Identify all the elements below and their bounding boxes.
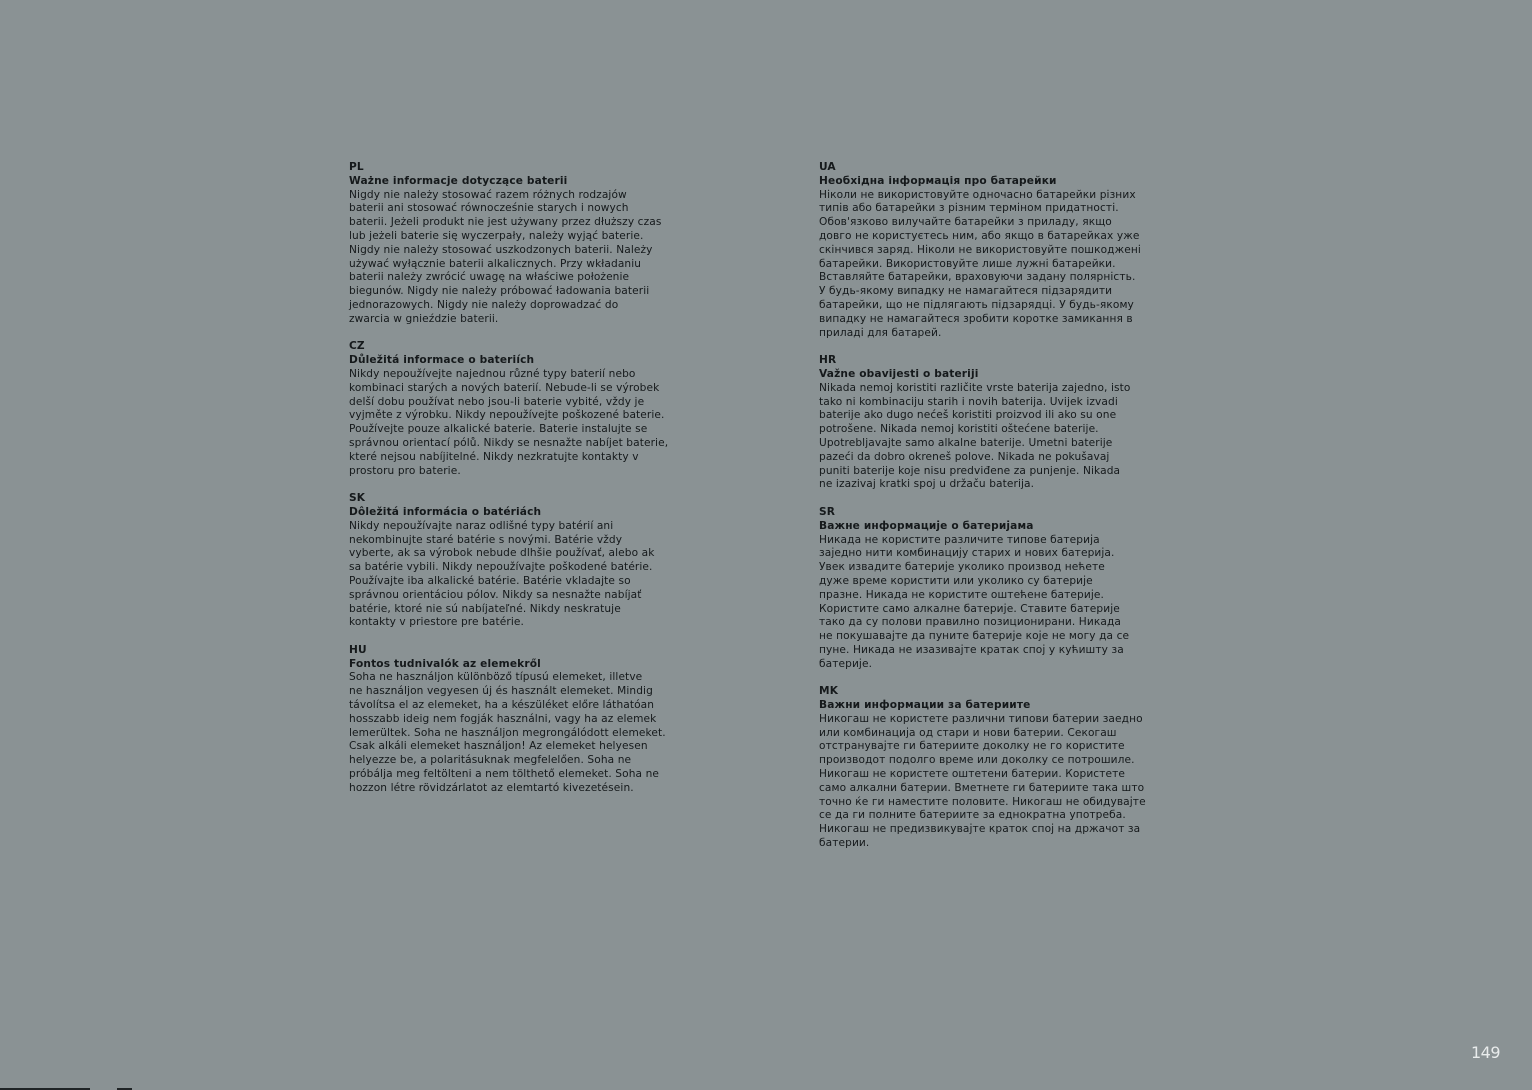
body-line: производот подолго време или доколку се потрошиле. <box>819 754 1135 767</box>
language-code: CZ <box>349 340 365 353</box>
body-line: baterii ani stosować równocześnie starych i nowych <box>349 202 629 215</box>
body-line: lemerültek. Soha ne használjon megrongálódott elemeket. <box>349 726 666 739</box>
body-line: Nigdy nie należy stosować uszkodzonych baterii. Należy <box>349 243 653 256</box>
body-line: távolítsa el az elemeket, ha a készüléket előre láthatóan <box>349 699 655 712</box>
body-line: Upotrebljavajte samo alkalne baterije. Umetni baterije <box>819 436 1113 449</box>
body-line: скінчився заряд. Ніколи не використовуйте пошкоджені <box>819 243 1141 256</box>
right-column <box>819 161 1164 865</box>
body-line: Никогаш не користете различни типови батерии заедно <box>819 712 1143 725</box>
body-line: Csak alkáli elemeket használjon! Az elemeket helyesen <box>349 740 648 753</box>
section-heading: Важни информации за батериите <box>819 699 1031 712</box>
body-line: vyjměte z výrobku. Nikdy nepoužívejte poškozené baterie. <box>349 409 665 422</box>
body-line: Používajte iba alkalické batérie. Batérie vkladajte so <box>349 574 631 587</box>
section-body <box>349 368 694 478</box>
body-line: випадку не намагайтеся зробити коротке замикання в <box>819 312 1133 325</box>
body-line: Nikdy nepoužívajte naraz odlišné typy batérií ani <box>349 519 614 532</box>
section-body <box>819 713 1164 851</box>
language-code: HR <box>819 354 837 367</box>
section-cz <box>349 340 694 478</box>
body-line: kontakty v priestore pre batérie. <box>349 616 524 629</box>
body-line: batérie, ktoré nie sú nabíjateľné. Nikdy neskratuje <box>349 602 621 615</box>
body-line: точно ќе ги наместите половите. Никогаш не обидувајте <box>819 795 1146 808</box>
section-heading: Važne obavijesti o bateriji <box>819 367 979 380</box>
section-hu <box>349 644 694 796</box>
body-line: nekombinujte staré batérie s novými. Batérie vždy <box>349 533 623 546</box>
section-body <box>819 189 1164 341</box>
body-line: ne izazivaj kratki spoj u držaču baterija. <box>819 478 1035 491</box>
section-heading: Fontos tudnivalók az elemekről <box>349 657 541 670</box>
body-line: zwarcia w gnieździe baterii. <box>349 312 499 325</box>
language-code: PL <box>349 161 364 173</box>
body-line: батерии. <box>819 837 870 850</box>
body-line: отстранувајте ги батериите доколку не го користите <box>819 740 1125 753</box>
language-code: HU <box>349 643 367 656</box>
section-sr <box>819 506 1164 672</box>
section-heading: Необхідна інформація про батарейки <box>819 174 1057 187</box>
body-line: baterije ako dugo nećeš koristiti proizvod ili ako su one <box>819 409 1117 422</box>
body-line: не покушавајте да пуните батерије које не могу да се <box>819 630 1130 643</box>
body-line: Nikada nemoj koristiti različite vrste baterija zajedno, isto <box>819 381 1131 394</box>
body-line: Никада не користите различите типове батерија <box>819 533 1100 546</box>
body-line: довго не користуєтесь ним, або якщо в батарейках уже <box>819 229 1140 242</box>
section-body <box>349 189 694 327</box>
body-line: pazeći da dobro okreneš polove. Nikada ne pokušavaj <box>819 450 1110 463</box>
body-line: lub jeżeli baterie się wyczerpały, należy wyjąć baterie. <box>349 229 644 242</box>
section-ua <box>819 161 1164 340</box>
language-code: MK <box>819 685 839 698</box>
section-body <box>349 520 694 630</box>
section-heading: Ważne informacje dotyczące baterii <box>349 174 568 187</box>
body-line: се да ги полните батериите за еднократна употреба. <box>819 809 1126 822</box>
body-line: delší dobu používat nebo jsou-li baterie vybité, vždy je <box>349 395 645 408</box>
body-line: biegunów. Nigdy nie należy próbować ładowania baterii <box>349 285 650 298</box>
left-column <box>349 161 694 809</box>
body-line: správnou orientací pólů. Nikdy se nesnažte nabíjet baterie, <box>349 436 669 449</box>
language-code: SR <box>819 505 836 518</box>
language-code: SK <box>349 492 366 505</box>
body-line: tako ni kombinaciju starih i novih baterija. Uvijek izvadi <box>819 395 1118 408</box>
body-line: дуже време користити или уколико су батерије <box>819 574 1093 587</box>
section-body <box>819 534 1164 672</box>
body-line: jednorazowych. Nigdy nie należy doprowadzać do <box>349 298 619 311</box>
body-line: vyberte, ak sa výrobok nebude dlhšie používať, alebo ak <box>349 547 655 560</box>
body-line: Увек извадите батерије уколико производ нећете <box>819 561 1105 574</box>
body-line: Nigdy nie należy stosować razem różnych rodzajów <box>349 188 627 201</box>
body-line: helyezze be, a polaritásuknak megfelelően. Soha ne <box>349 754 632 767</box>
body-line: заједно нити комбинацију старих и нових батерија. <box>819 547 1115 560</box>
body-line: батарейки. Використовуйте лише лужні батарейки. <box>819 257 1116 270</box>
body-line: baterii należy zwrócić uwagę na właściwe położenie <box>349 271 630 284</box>
body-line: které nejsou nabíjitelné. Nikdy nezkratujte kontakty v <box>349 450 639 463</box>
body-line: батарейки, що не підлягають підзарядці. У будь-якому <box>819 298 1134 311</box>
language-code: UA <box>819 161 836 173</box>
body-line: или комбинација од стари и нови батерии. Секогаш <box>819 726 1117 739</box>
section-sk <box>349 492 694 630</box>
body-line: Користите само алкалне батерије. Ставите батерије <box>819 602 1120 615</box>
body-line: potrošene. Nikada nemoj koristiti oštećene baterije. <box>819 423 1099 436</box>
body-line: sa batérie vybili. Nikdy nepoužívajte poškodené batérie. <box>349 561 653 574</box>
body-line: Ніколи не використовуйте одночасно батарейки різних <box>819 188 1136 201</box>
section-hr <box>819 354 1164 492</box>
section-pl <box>349 161 694 327</box>
body-line: Používejte pouze alkalické baterie. Baterie instalujte se <box>349 423 648 436</box>
section-body <box>349 671 694 795</box>
body-line: hosszabb ideig nem fogják használni, vagy ha az elemek <box>349 712 657 725</box>
body-line: kombinaci starých a nových baterií. Nebude-li se výrobek <box>349 381 660 394</box>
body-line: Вставляйте батарейки, враховуючи задану полярність. <box>819 271 1136 284</box>
body-line: prostoru pro baterie. <box>349 464 461 477</box>
section-body <box>819 382 1164 492</box>
body-line: Soha ne használjon különböző típusú elemeket, illetve <box>349 671 643 684</box>
body-line: Никогаш не користете оштетени батерии. Користете <box>819 768 1126 781</box>
body-line: батерије. <box>819 657 873 670</box>
body-line: типів або батарейки з різним терміном придатності. <box>819 202 1119 215</box>
body-line: У будь-якому випадку не намагайтеся підзарядити <box>819 285 1113 298</box>
section-heading: Důležitá informace o bateriích <box>349 354 535 367</box>
page-number: 149 <box>1470 1043 1500 1062</box>
body-line: празне. Никада не користите оштећене батерије. <box>819 588 1104 601</box>
body-line: hozzon létre rövidzárlatot az elemtartó kivezetésein. <box>349 781 634 794</box>
body-line: тако да су полови правилно позиционирани. Никада <box>819 616 1121 629</box>
body-line: Обов'язково вилучайте батарейки з приладу, якщо <box>819 216 1112 229</box>
body-line: próbálja meg feltölteni a nem tölthető elemeket. Soha ne <box>349 768 660 781</box>
body-line: само алкални батерии. Вметнете ги батериите така што <box>819 781 1145 794</box>
body-line: приладі для батарей. <box>819 326 942 339</box>
body-line: Никогаш не предизвикувајте краток спој на држачот за <box>819 823 1141 836</box>
section-mk <box>819 685 1164 851</box>
body-line: puniti baterije koje nisu predviđene za punjenje. Nikada <box>819 464 1121 477</box>
section-heading: Dôležitá informácia o batériách <box>349 505 542 518</box>
section-heading: Важне информације о батеријама <box>819 519 1034 532</box>
body-line: Nikdy nepoužívejte najednou různé typy baterií nebo <box>349 367 636 380</box>
body-line: пуне. Никада не изазивајте кратак спој у кућишту за <box>819 643 1124 656</box>
body-line: správnou orientáciou pólov. Nikdy sa nesnažte nabíjať <box>349 588 642 601</box>
body-line: używać wyłącznie baterii alkalicznych. Przy wkładaniu <box>349 257 642 270</box>
body-line: baterii. Jeżeli produkt nie jest używany przez dłuższy czas <box>349 216 662 229</box>
body-line: ne használjon vegyesen új és használt elemeket. Mindig <box>349 685 653 698</box>
